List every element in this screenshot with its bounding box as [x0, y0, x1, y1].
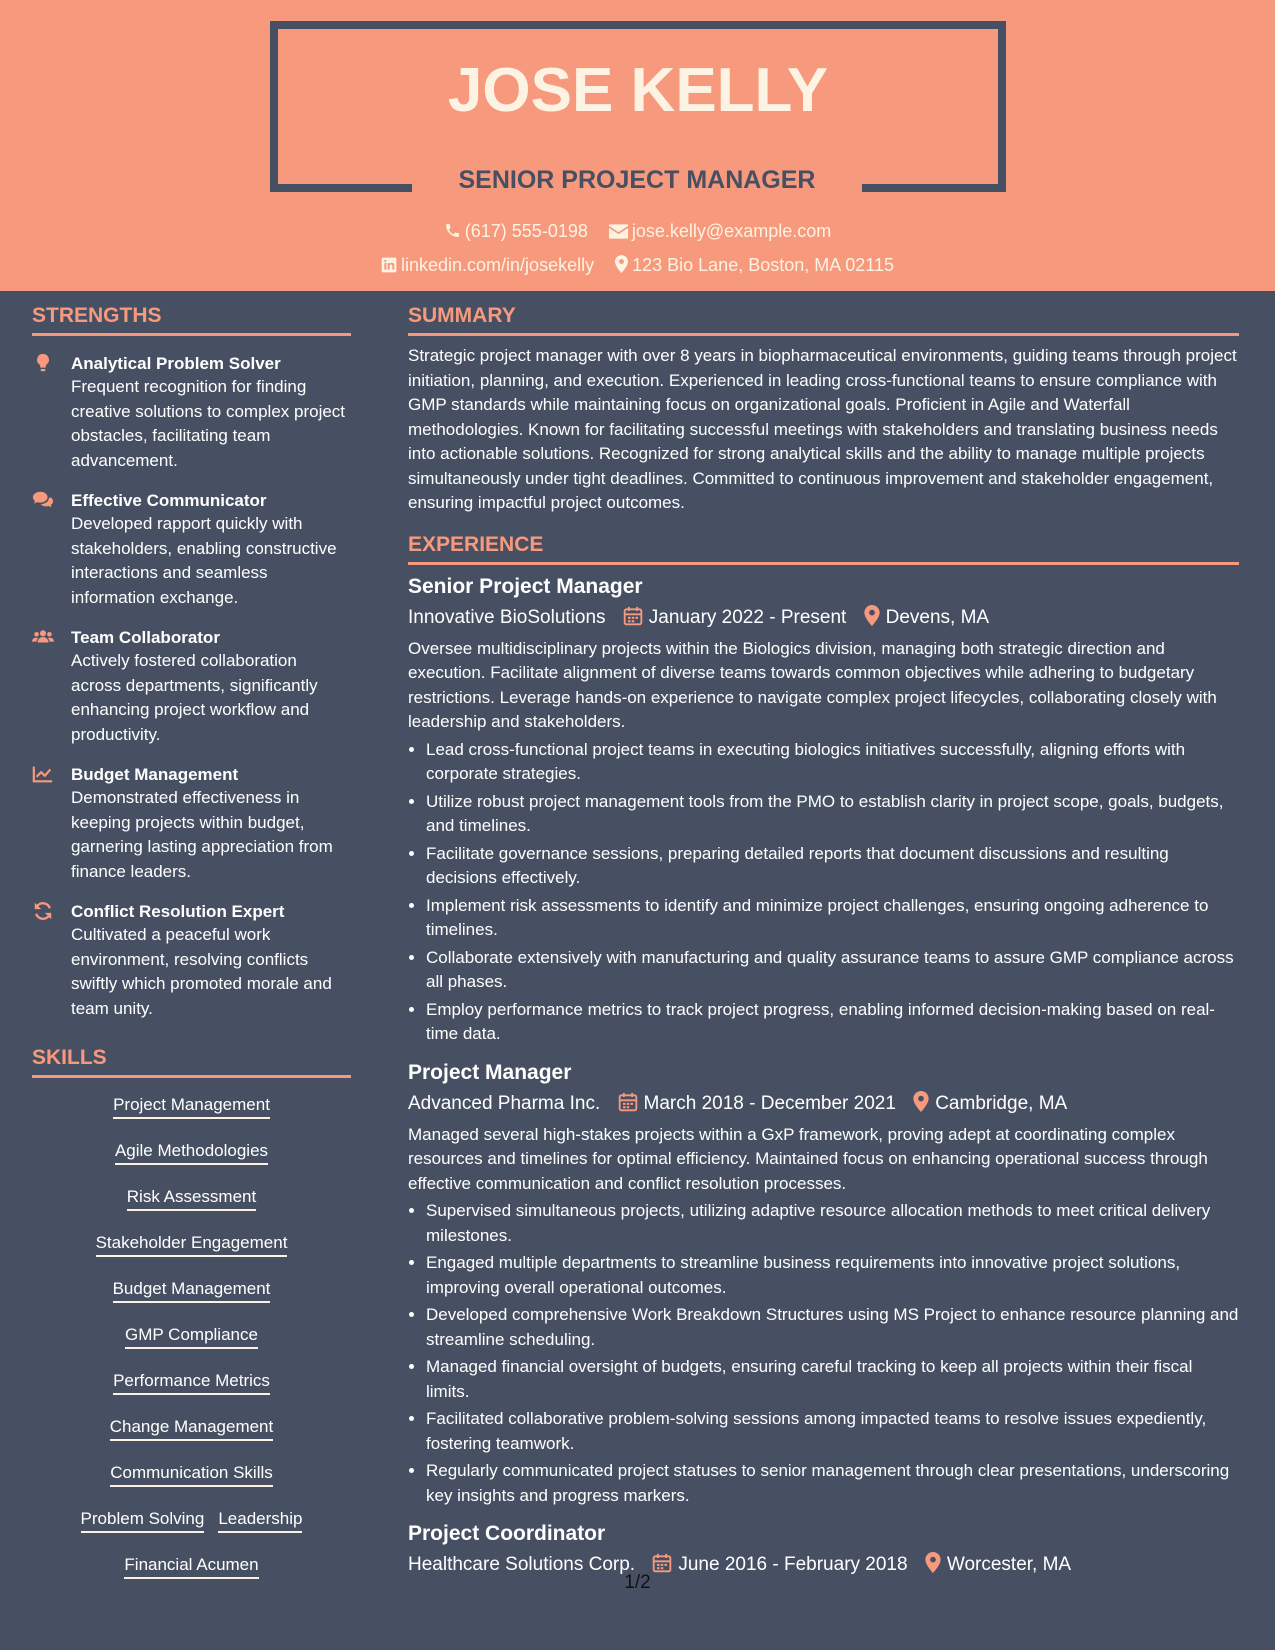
job-bullet: • Developed comprehensive Work Breakdown Structures using MS Project to enhance resource planning and streamline scheduling.	[426, 1303, 1239, 1352]
calendar-icon	[652, 1553, 672, 1573]
users-icon	[32, 626, 54, 648]
job-entry	[408, 1520, 1239, 1580]
strength-desc: Frequent recognition for finding creative solutions to complex project obstacles, facilitating team advancement.	[71, 377, 346, 470]
email-contact	[609, 222, 831, 240]
strength-item	[32, 900, 351, 1021]
skill-tag: Budget Management	[113, 1278, 271, 1303]
skill-tag: Financial Acumen	[124, 1554, 258, 1579]
job-meta	[408, 1089, 1239, 1119]
calendar-icon	[623, 606, 643, 626]
job-company: Advanced Pharma Inc.	[408, 1092, 601, 1114]
resume-header	[0, 0, 1275, 291]
line-chart-icon	[32, 763, 54, 785]
job-bullets	[408, 1199, 1239, 1508]
skill-tag: Problem Solving	[81, 1508, 205, 1533]
skill-tag: Risk Assessment	[127, 1186, 256, 1211]
page-number: 1/2	[624, 1572, 651, 1593]
skills-heading: SKILLS	[32, 1047, 351, 1078]
skills-list	[32, 1094, 351, 1600]
frame-bottom-right	[862, 184, 1006, 192]
skill-tag: Project Management	[113, 1094, 270, 1119]
job-dates: January 2022 - Present	[648, 606, 847, 628]
phone-text: (617) 555-0198	[464, 221, 588, 241]
map-pin-icon	[615, 255, 628, 273]
job-title: Project Coordinator	[408, 1522, 606, 1545]
address-text: 123 Bio Lane, Boston, MA 02115	[632, 255, 894, 275]
linkedin-contact	[381, 256, 594, 274]
skill-tag: Communication Skills	[110, 1462, 273, 1487]
job-description: Oversee multidisciplinary projects within the Biologics division, managing both strategic direction and execution. Facilitate alignment of diverse teams towards common objectives while adhering to budgetary restrictions. Leverage hands-on experience to navigate complex project lifecycles, collaborating closely with leadership and stakeholders.	[408, 638, 1217, 731]
phone-contact	[444, 222, 588, 240]
job-entry	[408, 1059, 1239, 1509]
candidate-title: SENIOR PROJECT MANAGER	[458, 166, 816, 194]
summary-text: Strategic project manager with over 8 years in biopharmaceutical environments, guiding teams through project initiation, planning, and execution. Experienced in leading cross-functional teams to ensure compliance with GMP standards while maintaining focus on organizational goals. Proficient in Agile and Waterfall methodologies. Known for facilitating successful meetings with stakeholders and translating business needs into actionable solutions. Recognized for strong analytical skills and the ability to manage multiple projects simultaneously under tight deadlines. Committed to continuous improvement and stakeholder engagement, ensuring impactful project outcomes.	[408, 346, 1237, 512]
strength-title: Effective Communicator	[71, 491, 267, 510]
job-dates: June 2016 - February 2018	[678, 1554, 908, 1575]
skill-tag: Stakeholder Engagement	[96, 1232, 288, 1257]
chat-bubbles-icon	[32, 489, 54, 511]
strength-item	[32, 489, 351, 610]
job-company: Innovative BioSolutions	[408, 606, 606, 628]
contact-row-1	[0, 222, 1275, 240]
refresh-icon	[32, 900, 54, 922]
lightbulb-icon	[32, 352, 54, 374]
left-column	[32, 305, 351, 1600]
job-bullet: • Employ performance metrics to track project progress, enabling informed decision-making based on real-time data.	[426, 998, 1239, 1047]
calendar-icon	[618, 1092, 638, 1112]
job-location: Worcester, MA	[946, 1554, 1072, 1575]
strength-title: Team Collaborator	[71, 628, 220, 647]
email-text: jose.kelly@example.com	[631, 221, 832, 241]
job-bullet: • Regularly communicated project statuses to senior management through clear presentations, underscoring key insights and progress markers.	[426, 1459, 1239, 1508]
phone-icon	[444, 222, 461, 239]
experience-heading: EXPERIENCE	[408, 534, 1239, 565]
strength-title: Analytical Problem Solver	[71, 354, 281, 373]
job-bullet: • Facilitated collaborative problem-solving sessions among impacted teams to resolve issues expediently, fostering teamwork.	[426, 1407, 1239, 1456]
right-column	[408, 305, 1239, 1580]
map-pin-icon	[913, 1091, 929, 1112]
job-bullet: • Utilize robust project management tools from the PMO to establish clarity in project scope, goals, budgets, and timelines.	[426, 790, 1239, 839]
contact-row-2	[0, 255, 1275, 274]
strength-desc: Demonstrated effectiveness in keeping projects within budget, garnering lasting appreciation from finance leaders.	[71, 788, 333, 881]
frame-bottom-left	[270, 184, 412, 192]
skill-tag: Agile Methodologies	[115, 1140, 268, 1165]
job-bullet: • Engaged multiple departments to streamline business requirements into innovative project solutions, improving overall operational outcomes.	[426, 1251, 1239, 1300]
skill-tag: Performance Metrics	[113, 1370, 270, 1395]
job-bullet: • Collaborate extensively with manufacturing and quality assurance teams to assure GMP compliance across all phases.	[426, 946, 1239, 995]
job-meta	[408, 603, 1239, 633]
job-location: Cambridge, MA	[935, 1092, 1068, 1114]
job-location: Devens, MA	[885, 606, 990, 628]
address-contact	[615, 255, 894, 274]
job-entry	[408, 573, 1239, 1047]
job-title: Project Manager	[408, 1060, 572, 1084]
job-bullet: • Facilitate governance sessions, preparing detailed reports that document discussions and resulting decisions effectively.	[426, 842, 1239, 891]
envelope-icon	[609, 224, 628, 239]
job-bullets	[408, 738, 1239, 1047]
job-bullet: • Lead cross-functional project teams in executing biologics initiatives successfully, aligning efforts with corporate strategies.	[426, 738, 1239, 787]
skill-tag: GMP Compliance	[125, 1324, 258, 1349]
job-bullet: • Implement risk assessments to identify and minimize project challenges, ensuring ongoing adherence to timelines.	[426, 894, 1239, 943]
strength-desc: Developed rapport quickly with stakeholders, enabling constructive interactions and seamless information exchange.	[71, 514, 337, 607]
job-company: Healthcare Solutions Corp.	[408, 1554, 636, 1575]
job-bullet: • Supervised simultaneous projects, utilizing adaptive resource allocation methods to meet critical delivery milestones.	[426, 1199, 1239, 1248]
job-title: Senior Project Manager	[408, 574, 643, 598]
strength-desc: Cultivated a peaceful work environment, resolving conflicts swiftly which promoted morale and team unity.	[71, 925, 332, 1018]
strength-desc: Actively fostered collaboration across departments, significantly enhancing project workflow and productivity.	[71, 651, 318, 744]
strength-title: Conflict Resolution Expert	[71, 902, 285, 921]
strengths-heading: STRENGTHS	[32, 305, 351, 336]
map-pin-icon	[925, 1552, 941, 1573]
linkedin-icon	[381, 257, 397, 273]
strength-item	[32, 352, 351, 473]
job-dates: March 2018 - December 2021	[643, 1092, 896, 1114]
strength-item	[32, 626, 351, 747]
summary-heading: SUMMARY	[408, 305, 1239, 336]
skill-tag: Leadership	[218, 1508, 302, 1533]
candidate-name: JOSE KELLY	[447, 56, 829, 125]
map-pin-icon	[864, 605, 880, 626]
job-description: Managed several high-stakes projects within a GxP framework, proving adept at coordinating complex resources and timelines for optimal efficiency. Maintained focus on enhancing operational success through effective communication and conflict resolution processes.	[408, 1124, 1208, 1193]
strength-item	[32, 763, 351, 884]
job-bullet: • Managed financial oversight of budgets, ensuring careful tracking to keep all projects within their fiscal limits.	[426, 1355, 1239, 1404]
skill-tag: Change Management	[110, 1416, 274, 1441]
job-meta	[408, 1550, 1239, 1580]
linkedin-text: linkedin.com/in/josekelly	[401, 255, 595, 275]
strength-title: Budget Management	[71, 765, 239, 784]
